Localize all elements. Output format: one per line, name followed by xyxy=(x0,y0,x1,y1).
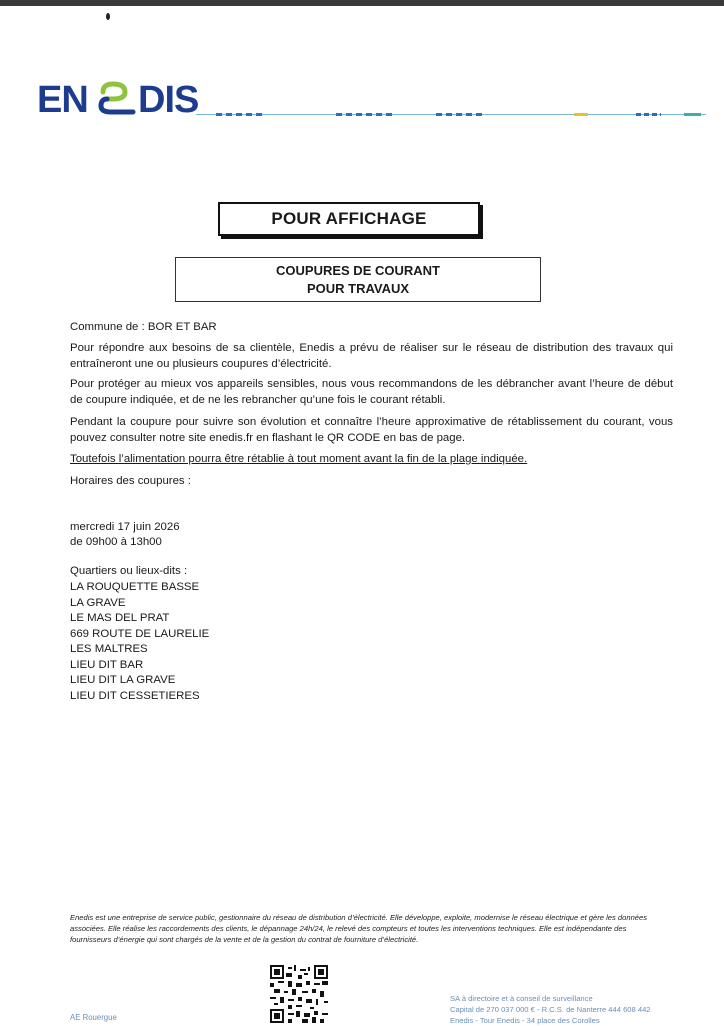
footer-region: AE Rouergue xyxy=(70,1013,117,1022)
list-item: LIEU DIT BAR xyxy=(70,658,144,671)
schedule-date: mercredi 17 juin 2026 xyxy=(70,521,180,533)
commune-line: Commune de : BOR ET BAR xyxy=(70,321,217,333)
list-item: LA ROUQUETTE BASSE xyxy=(70,581,200,593)
footer-company-note: Enedis est une entreprise de service public, gestionnaire du réseau de distribution d’électricité. Elle développe, exploite, modernise le réseau électrique et gère les données associées. Elle réalise les raccordements des clients, le dépannage 24h/24, le relevé des compteurs et toutes les interventions techniques. Elle est indépendante des fournisseurs d’énergie qui sont chargés de la vente et de la gestion du contrat de fourniture d’électricité. xyxy=(70,913,648,944)
legal-line: Capital de 270 037 000 € - R.C.S. de Nanterre 444 608 442 xyxy=(450,1005,651,1014)
subtitle-line-2: POUR TRAVAUX xyxy=(306,280,410,296)
list-item: LIEU DIT LA GRAVE xyxy=(70,674,176,686)
list-item: LIEU DIT CESSETIERES xyxy=(70,689,200,702)
paragraph-protection: Pour protéger au mieux vos appareils sensibles, nous vous recommandons de les débrancher avant l’heure de début de coupure indiquée, et de ne les rebrancher qu’une fois le courant rétabli. xyxy=(70,378,673,406)
logo-dashed-rule xyxy=(196,113,706,116)
legal-line: SA à directoire et à conseil de surveillance xyxy=(450,994,593,1003)
list-item: LE MAS DEL PRAT xyxy=(70,612,170,624)
enedis-logo xyxy=(37,78,199,121)
warning-line: Toutefois l’alimentation pourra être rétablie à tout moment avant la fin de la plage indiquée. xyxy=(70,453,528,465)
subtitle-line-1: COUPURES DE COURANT xyxy=(276,262,440,278)
footer-legal xyxy=(450,993,651,1026)
svg-text:DIS: DIS xyxy=(138,79,199,121)
places-label: Quartiers ou lieux-dits : xyxy=(70,565,188,577)
scan-artifact-dot xyxy=(106,13,110,20)
notice-subtitle-box xyxy=(175,257,541,302)
schedule-label: Horaires des coupures : xyxy=(70,475,191,487)
legal-line: Enedis - Tour Enedis - 34 place des Corolles xyxy=(450,1016,600,1025)
places-list xyxy=(70,580,673,704)
schedule-time-range: de 09h00 à 13h00 xyxy=(70,536,162,548)
paragraph-intro: Pour répondre aux besoins de sa clientèle, Enedis a prévu de réaliser sur le réseau de distribution des travaux qui entraîneront une ou plusieurs coupures d’électricité. xyxy=(70,342,673,370)
list-item: LES MALTRES xyxy=(70,643,148,655)
svg-text:EN: EN xyxy=(37,79,88,121)
paragraph-follow-up: Pendant la coupure pour suivre son évolution et connaître l’heure approximative de rétablissement du courant, vous pouvez consulter notre site enedis.fr en flashant le QR CODE en bas de page. xyxy=(70,416,673,444)
qr-code-icon[interactable] xyxy=(270,964,328,1024)
list-item: 669 ROUTE DE LAURELIE xyxy=(70,627,210,640)
notice-title: POUR AFFICHAGE xyxy=(218,202,480,236)
list-item: LA GRAVE xyxy=(70,596,126,609)
scan-top-edge xyxy=(0,0,724,6)
